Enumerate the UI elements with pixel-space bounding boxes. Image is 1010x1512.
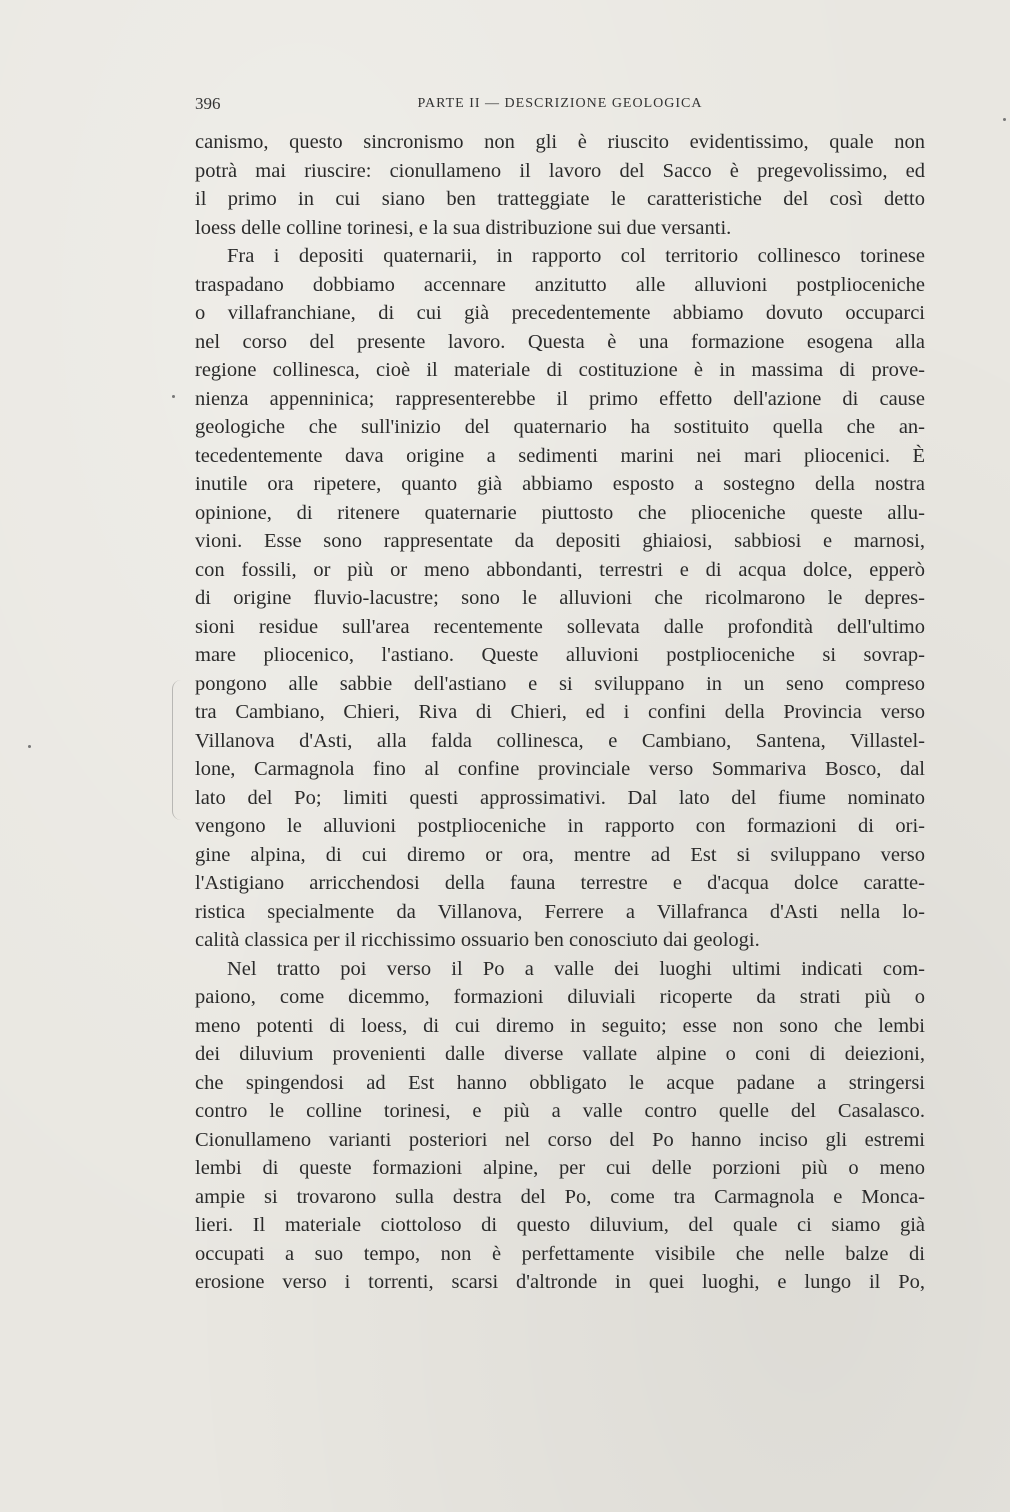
text-line: occupati a suo tempo, non è perfettamente visibile che nelle balze di [195,1242,925,1265]
text-line: geologiche che sull'inizio del quaternario ha sostituito quella che an- [195,416,925,438]
text-line: regione collinesca, cioè il materiale di costituzione è in massima di prove- [195,359,925,381]
text-line: erosione verso i torrenti, scarsi d'altronde in quei luoghi, e lungo il Po, [195,1271,925,1293]
text-line: lone, Carmagnola fino al confine provinciale verso Sommariva Bosco, dal [195,758,925,780]
text-line: canismo, questo sincronismo non gli è riuscito evidentissimo, quale non [195,131,925,153]
text-line: Villanova d'Asti, alla falda collinesca, e Cambiano, Santena, Villastel- [195,729,925,752]
text-line: lato del Po; limiti questi approssimativi. Dal lato del fiume nominato [195,786,925,809]
text-line: gine alpina, di cui diremo or ora, mentre ad Est si sviluppano verso [195,843,925,866]
paragraph-3 [195,955,925,1297]
text-line: inutile ora ripetere, quanto già abbiamo esposto a sostegno della nostra [195,473,925,495]
page-crease-mark [172,680,181,820]
page-header [195,92,925,116]
text-line: nienza appenninica; rappresenterebbe il primo effetto dell'azione di cause [195,387,925,410]
scan-speck [28,745,31,748]
text-line: l'Astigiano arricchendosi della fauna terrestre e d'acqua dolce caratte- [195,872,925,894]
scan-speck [172,395,175,398]
text-line: ampie si trovarono sulla destra del Po, come tra Carmagnola e Monca- [195,1185,925,1208]
text-line: vengono le alluvioni postplioceniche in rapporto con formazioni di ori- [195,815,925,837]
body-text [195,128,925,1297]
text-line: il primo in cui siano ben tratteggiate le caratteristiche del così detto [195,188,925,210]
text-line: mare pliocenico, l'astiano. Queste alluvioni postplioceniche si sovrap- [195,644,925,666]
text-line: tra Cambiano, Chieri, Riva di Chieri, ed i confini della Provincia verso [195,701,925,723]
text-line: tecedentemente dava origine a sedimenti marini nei mari pliocenici. È [195,444,925,467]
text-line: opinione, di ritenere quaternarie piuttosto che plioceniche queste allu- [195,501,925,524]
text-line: dei diluvium provenienti dalle diverse vallate alpine o coni di deiezioni, [195,1043,925,1065]
text-line: Nel tratto poi verso il Po a valle dei luoghi ultimi indicati com- [227,957,925,980]
text-line: potrà mai riuscire: cionullameno il lavoro del Sacco è pregevolissimo, ed [195,159,925,182]
text-line: Fra i depositi quaternarii, in rapporto col territorio collinesco torinese [227,245,925,267]
text-line: nel corso del presente lavoro. Questa è una formazione esogena alla [195,330,925,353]
text-line: lieri. Il materiale ciottoloso di questo diluvium, del quale ci siamo già [195,1214,925,1236]
text-line: di origine fluvio-lacustre; sono le alluvioni che ricolmarono le depres- [195,587,925,609]
text-line: che spingendosi ad Est hanno obbligato le acque padane a stringersi [195,1071,925,1094]
text-line: calità classica per il ricchissimo ossuario ben conosciuto dai geologi. [195,929,760,951]
text-line: traspadano dobbiamo accennare anzitutto alle alluvioni postplioceniche [195,273,925,296]
text-line: meno potenti di loess, di cui diremo in seguito; esse non sono che lembi [195,1014,925,1037]
text-line: vioni. Esse sono rappresentate da depositi ghiaiosi, sabbiosi e marnosi, [195,530,925,552]
text-line: pongono alle sabbie dell'astiano e si sviluppano in un seno compreso [195,672,925,695]
scan-speck [1003,118,1006,121]
text-line: Cionullameno varianti posteriori nel corso del Po hanno inciso gli estremi [195,1128,925,1151]
text-line: sioni residue sull'area recentemente sollevata dalle profondità dell'ultimo [195,615,925,638]
text-line: loess delle colline torinesi, e la sua distribuzione sui due versanti. [195,216,732,239]
paragraph-1 [195,128,925,242]
text-line: o villafranchiane, di cui già precedentemente abbiamo dovuto occuparci [195,302,925,324]
text-line: paiono, come dicemmo, formazioni diluviali ricoperte da strati più o [195,986,925,1008]
text-line: ristica specialmente da Villanova, Ferrere a Villafranca d'Asti nella lo- [195,900,925,923]
text-line: contro le colline torinesi, e più a valle contro quelle del Casalasco. [195,1100,925,1122]
page-number: 396 [195,94,221,113]
running-head: PARTE II — DESCRIZIONE GEOLOGICA [417,96,703,111]
text-line: lembi di queste formazioni alpine, per cui delle porzioni più o meno [195,1157,925,1179]
paragraph-2 [195,242,925,955]
text-line: con fossili, or più or meno abbondanti, terrestri e di acqua dolce, epperò [195,558,925,581]
